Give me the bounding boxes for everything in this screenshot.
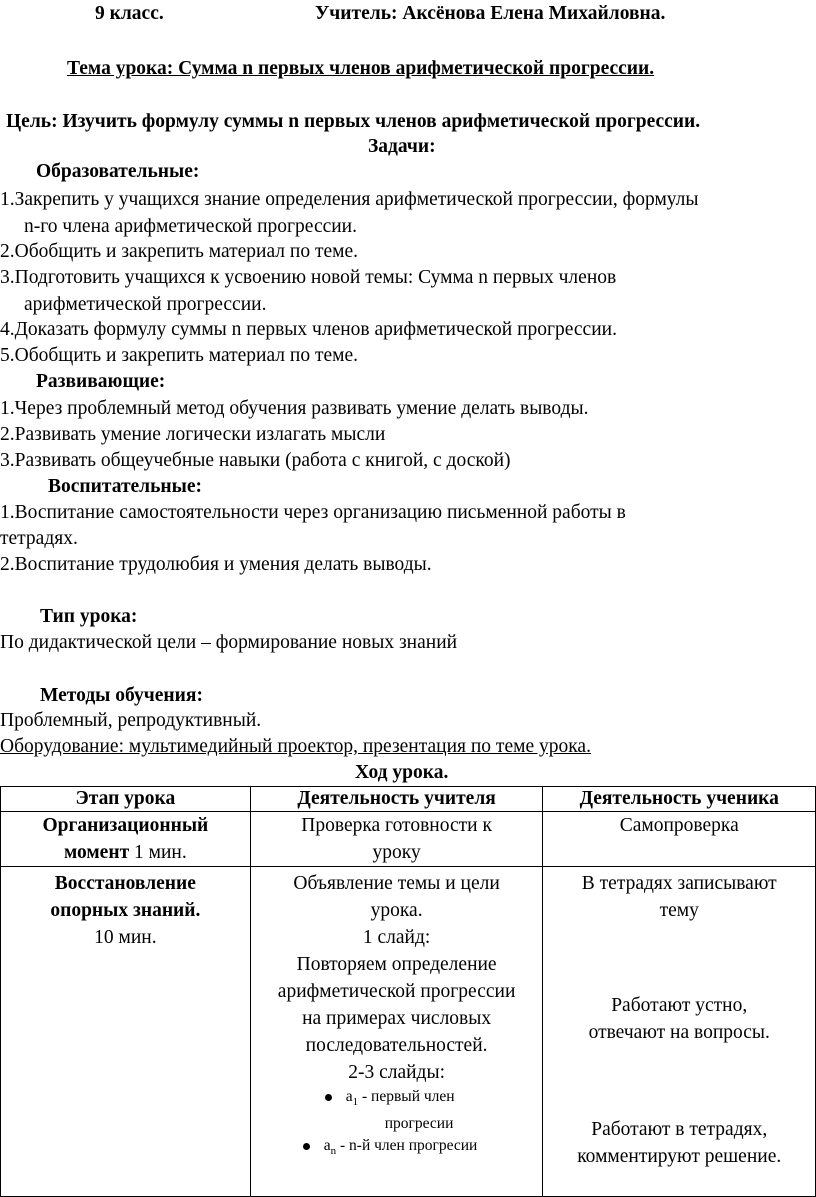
educational-item: арифметической прогрессии. (24, 294, 267, 315)
teacher-cell: Проверка готовности к уроку (250, 812, 543, 867)
bullet-item: $a_1$ - первый член (257, 1086, 537, 1113)
column-header: Этап урока (1, 787, 251, 812)
upbringing-item: 1.Воспитание самостоятельности через организацию письменной работы в (0, 502, 626, 523)
table-row (1, 867, 816, 1197)
student-cell: Самопроверка (543, 812, 816, 867)
educational-item: 5.Обобщить и закрепить материал по теме. (0, 345, 359, 366)
educational-item: n-го члена арифметической прогрессии. (24, 216, 357, 237)
bullet-icon (303, 1143, 310, 1150)
tasks-title: Задачи: (368, 136, 436, 157)
column-header: Деятельность ученика (543, 787, 816, 812)
upbringing-item: тетрадях. (0, 528, 78, 549)
lesson-type-text: По дидактической цели – формирование новых знаний (0, 632, 458, 653)
methods-text: Проблемный, репродуктивный. (0, 710, 262, 731)
student-cell: В тетрадях записывают тему Работают устно, отвечают на вопросы. Работают в тетрадях, комментируют решение. (543, 867, 816, 1197)
teacher-label: Учитель: Аксёнова Елена Михайловна. (315, 3, 666, 24)
lesson-plan-table (0, 786, 816, 1197)
upbringing-item: 2.Воспитание трудолюбия и умения делать выводы. (0, 554, 432, 575)
table-header-row (1, 787, 816, 812)
developing-title: Развивающие: (36, 371, 166, 392)
course-title: Ход урока. (355, 762, 449, 783)
educational-item: 1.Закрепить у учащихся знание определения арифметической прогрессии, формулы (0, 189, 699, 210)
stage-cell: Организационный момент 1 мин. (1, 812, 251, 867)
bullet-item: $a_n - n-й$ член прогресии (257, 1135, 537, 1196)
methods-title: Методы обучения: (40, 685, 203, 706)
lesson-goal: Цель: Изучить формулу суммы n первых членов арифметической прогрессии. (6, 111, 701, 132)
equipment-text: Оборудование: мультимедийный проектор, презентация по теме урока. (0, 736, 591, 757)
stage-cell: Восстановление опорных знаний. 10 мин. (1, 867, 251, 1197)
educational-item: 3.Подготовить учащихся к усвоению новой темы: Сумма n первых членов (0, 267, 617, 288)
lesson-type-title: Тип урока: (40, 606, 138, 627)
bullet-item-continuation: прогресии (384, 1115, 454, 1133)
upbringing-title: Воспитательные: (48, 476, 203, 497)
developing-item: 2.Развивать умение логически излагать мысли (0, 424, 386, 445)
developing-item: 1.Через проблемный метод обучения развивать умение делать выводы. (0, 398, 589, 419)
teacher-cell: Объявление темы и цели урока. 1 слайд: Повторяем определение арифметической прогрессии на примерах числовых последовательностей. 2-3 слайды: $a_1$ - первый член прогресии $a_n - n-й$ член прогресии (250, 867, 543, 1197)
educational-item: 2.Обобщить и закрепить материал по теме. (0, 241, 359, 262)
table-row (1, 812, 816, 867)
educational-item: 4.Доказать формулу суммы n первых членов арифметической прогрессии. (0, 319, 617, 340)
lesson-topic: Тема урока: Сумма n первых членов арифметической прогрессии. (67, 58, 655, 79)
grade-label: 9 класс. (95, 3, 164, 24)
bullet-icon (325, 1094, 332, 1101)
educational-title: Образовательные: (36, 161, 200, 182)
column-header: Деятельность учителя (250, 787, 543, 812)
developing-item: 3.Развивать общеучебные навыки (работа с книгой, с доской) (0, 450, 511, 471)
